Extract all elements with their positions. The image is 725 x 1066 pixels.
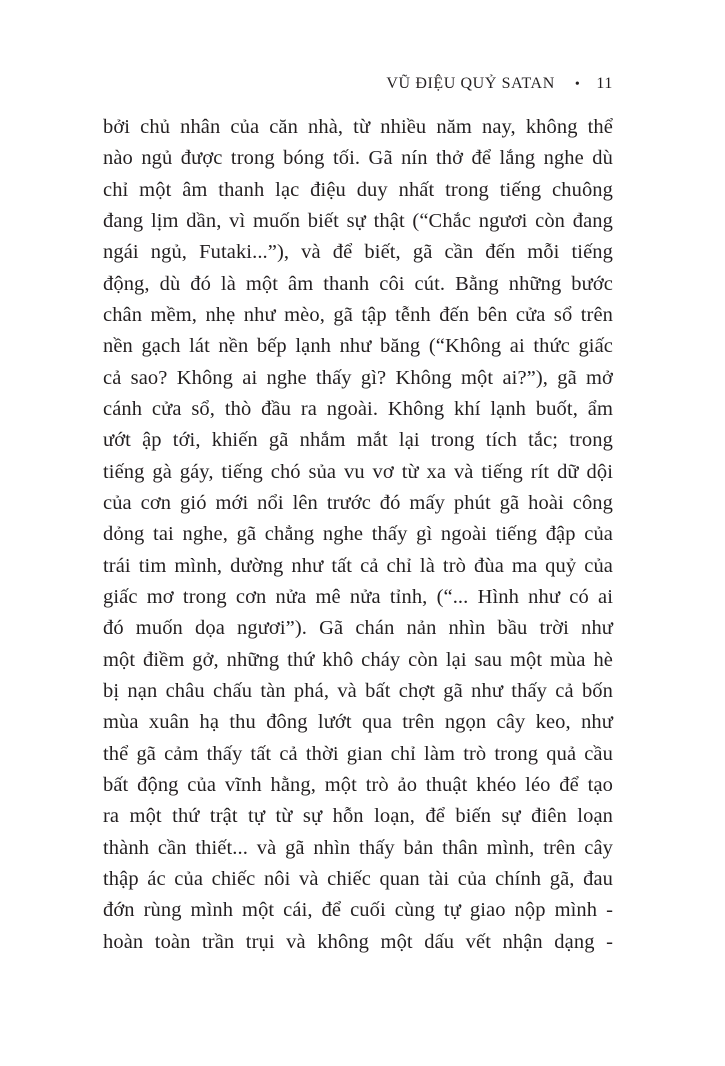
text-line: ướt ập tới, khiến gã nhắm mắt lại trong tích tắc; trong [103, 429, 613, 452]
text-line: hoàn toàn trần trụi và không một dấu vết nhận dạng - [103, 930, 613, 953]
text-line: dỏng tai nghe, gã chẳng nghe thấy gì ngoài tiếng đập của [103, 523, 613, 546]
text-line: giấc mơ trong cơn nửa mê nửa tỉnh, (“... Hình như có ai [103, 585, 613, 608]
text-line: nào ngủ được trong bóng tối. Gã nín thở để lắng nghe dù [103, 147, 613, 170]
text-line: động, dù đó là một âm thanh côi cút. Bằng những bước [103, 272, 613, 295]
header-separator: • [574, 77, 581, 92]
running-title: VŨ ĐIỆU QUỶ SATAN [386, 75, 555, 92]
running-header [386, 72, 613, 97]
text-line: cánh cửa sổ, thò đầu ra ngoài. Không khí lạnh buốt, ẩm [103, 397, 613, 420]
text-line: bất động của vĩnh hằng, một trò ảo thuật khéo léo để tạo [103, 773, 613, 796]
text-line: thập ác của chiếc nôi và chiếc quan tài của chính gã, đau [103, 867, 613, 890]
text-line: tiếng gà gáy, tiếng chó sủa vu vơ từ xa và tiếng rít dữ dội [103, 460, 613, 483]
text-line: bị nạn châu chấu tàn phá, và bất chợt gã như thấy cả bốn [103, 679, 613, 702]
text-line: ngái ngủ, Futaki...”), và để biết, gã cần đến mỗi tiếng [103, 241, 613, 264]
body-text [103, 112, 613, 958]
text-line: thành cần thiết... và gã nhìn thấy bản thân mình, trên cây [103, 836, 613, 859]
text-line: trái tim mình, dường như tất cả chỉ là trò đùa ma quỷ của [103, 554, 613, 577]
text-line: ra một thứ trật tự từ sự hỗn loạn, để biến sự điên loạn [103, 805, 613, 828]
text-line: bởi chủ nhân của căn nhà, từ nhiều năm nay, không thể [103, 116, 613, 138]
text-line: chỉ một âm thanh lạc điệu duy nhất trong tiếng chuông [103, 178, 613, 201]
text-line: nền gạch lát nền bếp lạnh như băng (“Không ai thức giấc [103, 335, 613, 358]
text-line: đớn rùng mình một cái, để cuối cùng tự giao nộp mình - [103, 899, 613, 922]
text-line: thể gã cảm thấy tất cả thời gian chỉ làm trò trong quả cầu [103, 742, 613, 765]
text-line: đó muốn dọa ngươi”). Gã chán nản nhìn bầu trời như [103, 617, 613, 640]
text-line: một điềm gở, những thứ khô cháy còn lại sau một mùa hè [103, 648, 613, 671]
page-number: 11 [596, 75, 613, 92]
text-line: mùa xuân hạ thu đông lướt qua trên ngọn cây keo, như [103, 711, 613, 734]
text-line: chân mềm, nhẹ như mèo, gã tập tễnh đến bên cửa sổ trên [103, 303, 613, 326]
text-line: đang lịm dần, vì muốn biết sự thật (“Chắc ngươi còn đang [103, 209, 613, 232]
text-line: của cơn gió mới nổi lên trước đó mấy phút gã hoài công [103, 491, 613, 514]
text-line: cả sao? Không ai nghe thấy gì? Không một ai?”), gã mở [103, 366, 613, 389]
